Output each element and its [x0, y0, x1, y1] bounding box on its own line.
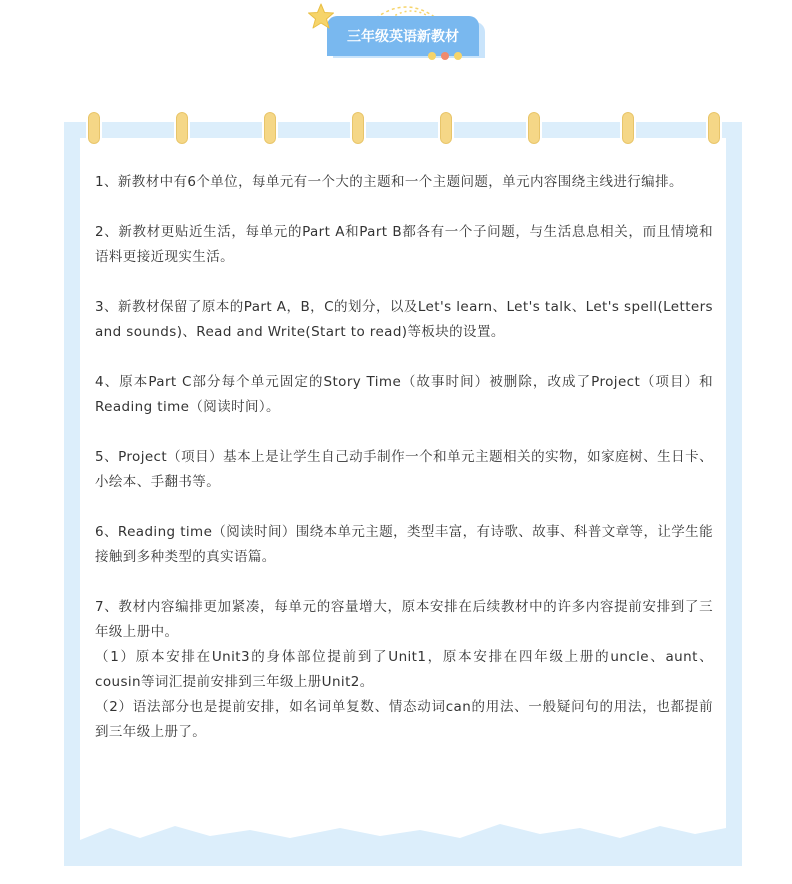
paragraph-3: 3、新教材保留了原本的Part A，B，C的划分，以及Let's learn、Let's talk、Let's spell(Letters and sounds)、Read and Write(Start to read)等板块的设置。: [95, 299, 713, 340]
binder-ring: [620, 110, 636, 146]
binder-ring: [262, 110, 278, 146]
badge-title: 三年级英语新教材: [347, 29, 459, 45]
decorative-dots: [428, 52, 462, 60]
binder-ring: [438, 110, 454, 146]
binder-ring: [350, 110, 366, 146]
paragraph-7-sub-1: （1）原本安排在Unit3的身体部位提前到了Unit1，原本安排在四年级上册的uncle、aunt、cousin等词汇提前安排到三年级上册Unit2。: [95, 649, 713, 690]
article-content: [95, 170, 713, 745]
header: [0, 0, 792, 70]
binder-ring: [86, 110, 102, 146]
paragraph-6: 6、Reading time（阅读时间）围绕本单元主题，类型丰富，有诗歌、故事、科普文章等，让学生能接触到多种类型的真实语篇。: [95, 524, 713, 565]
star-icon: [306, 2, 336, 32]
binder-rings: [64, 110, 742, 150]
binder-ring: [526, 110, 542, 146]
paragraph-1: 1、新教材中有6个单位，每单元有一个大的主题和一个主题问题，单元内容围绕主线进行编排。: [95, 174, 683, 190]
paragraph-5: 5、Project（项目）基本上是让学生自己动手制作一个和单元主题相关的实物，如家庭树、生日卡、小绘本、手翻书等。: [95, 449, 713, 490]
paragraph-7-sub-2: （2）语法部分也是提前安排，如名词单复数、情态动词can的用法、一般疑问句的用法，也都提前到三年级上册了。: [95, 699, 713, 740]
title-badge: [327, 16, 479, 56]
binder-ring: [706, 110, 722, 146]
binder-ring: [174, 110, 190, 146]
dot-orange: [441, 52, 449, 60]
decorative-waves: [80, 820, 726, 850]
paragraph-4: 4、原本Part C部分每个单元固定的Story Time（故事时间）被删除，改成了Project（项目）和Reading time（阅读时间）。: [95, 374, 713, 415]
dot-yellow: [428, 52, 436, 60]
paragraph-7: 7、教材内容编排更加紧凑，每单元的容量增大，原本安排在后续教材中的许多内容提前安排到了三年级上册中。: [95, 599, 713, 640]
paragraph-2: 2、新教材更贴近生活，每单元的Part A和Part B都各有一个子问题，与生活息息相关，而且情境和语料更接近现实生活。: [95, 224, 713, 265]
dot-yellow: [454, 52, 462, 60]
